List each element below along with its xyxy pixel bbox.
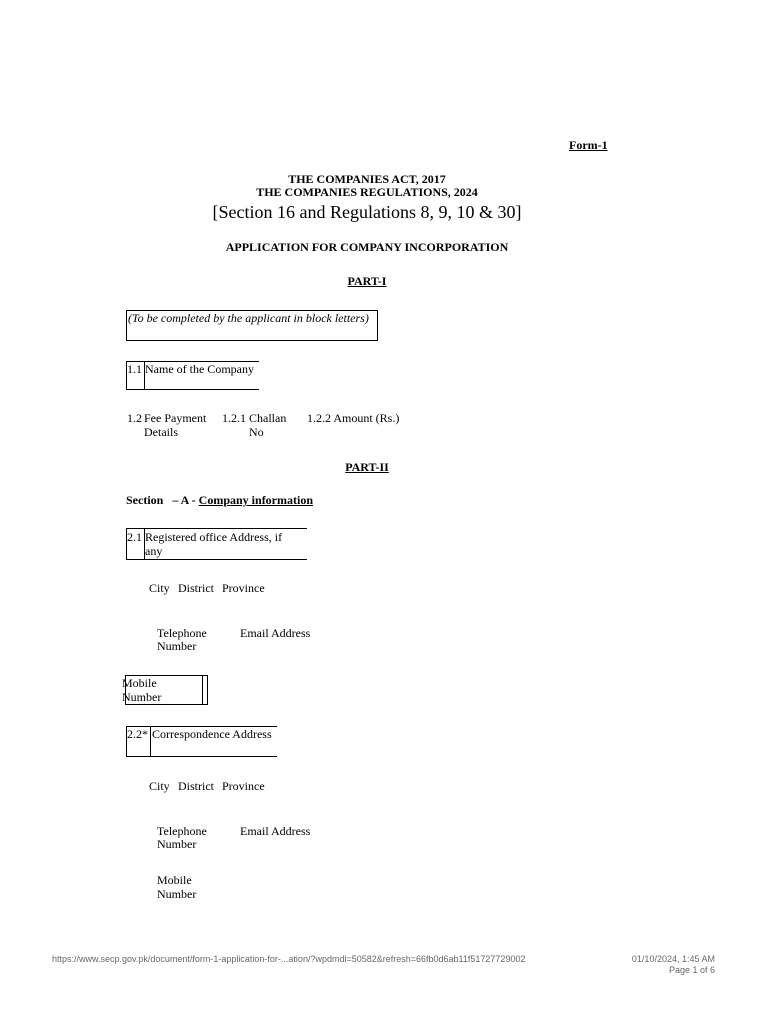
section-a-heading xyxy=(126,494,313,507)
city-label-2: City xyxy=(149,779,170,793)
fee-payment-label-2: Details xyxy=(144,425,178,439)
rule xyxy=(126,756,277,757)
telephone-label-2-1: Telephone xyxy=(157,824,207,838)
correspondence-address-label: Correspondence Address xyxy=(152,727,272,741)
regulations-title: THE COMPANIES REGULATIONS, 2024 xyxy=(256,185,478,199)
rule xyxy=(150,726,151,757)
rule xyxy=(207,675,208,705)
city-label: City xyxy=(149,581,170,595)
part-1-title: PART-I xyxy=(347,274,387,288)
item-2-1-number: 2.1 xyxy=(127,530,142,544)
registered-office-label-2: any xyxy=(145,544,163,558)
item-1-1-number: 1.1 xyxy=(127,362,142,376)
telephone-label-1: Telephone xyxy=(157,626,207,640)
footer-datetime: 01/10/2024, 1:45 AM xyxy=(631,954,715,964)
footer-url: https://www.secp.gov.pk/document/form-1-application-for-...ation/?wpdmdl=50582&refresh=66fb0d6ab11f51727729002 xyxy=(52,954,526,964)
rule xyxy=(126,389,259,390)
mobile-label-2-1: Mobile xyxy=(157,873,192,887)
form-label: Form-1 xyxy=(569,138,608,152)
telephone-label-2: Number xyxy=(157,639,197,653)
mobile-label-1: Mobile xyxy=(122,676,157,690)
email-label: Email Address xyxy=(240,626,311,640)
mobile-label-2-2: Number xyxy=(157,887,197,901)
part-2-title: PART-II xyxy=(345,460,389,474)
amount-label: 1.2.2 Amount (Rs.) xyxy=(307,411,400,425)
act-title: THE COMPANIES ACT, 2017 xyxy=(288,172,446,186)
application-title: APPLICATION FOR COMPANY INCORPORATION xyxy=(225,240,509,254)
rule xyxy=(126,528,307,529)
rule xyxy=(202,675,203,705)
province-label-2: Province xyxy=(222,779,265,793)
section-a-title: Company information xyxy=(198,493,314,507)
footer-page-number: Page 1 of 6 xyxy=(668,965,715,975)
challan-no-label-2: No xyxy=(249,425,264,439)
challan-no-label-1: 1.2.1 Challan xyxy=(222,411,287,425)
mobile-label-2: Number xyxy=(122,690,162,704)
fee-payment-label-1: Fee Payment xyxy=(144,411,207,425)
rule xyxy=(126,559,307,560)
company-name-label: Name of the Company xyxy=(145,362,254,376)
item-1-2-number: 1.2 xyxy=(127,411,142,425)
rule xyxy=(125,704,208,705)
section-reference: [Section 16 and Regulations 8, 9, 10 & 30] xyxy=(212,202,522,222)
instruction-text: (To be completed by the applicant in block letters) xyxy=(128,311,369,325)
section-a-prefix: Section – A - xyxy=(126,493,199,507)
district-label: District xyxy=(178,581,214,595)
email-label-2: Email Address xyxy=(240,824,311,838)
district-label-2: District xyxy=(178,779,214,793)
province-label: Province xyxy=(222,581,265,595)
registered-office-label-1: Registered office Address, if xyxy=(145,530,283,544)
telephone-label-2-2: Number xyxy=(157,837,197,851)
instruction-box xyxy=(126,310,378,341)
item-2-2-number: 2.2* xyxy=(127,727,148,741)
